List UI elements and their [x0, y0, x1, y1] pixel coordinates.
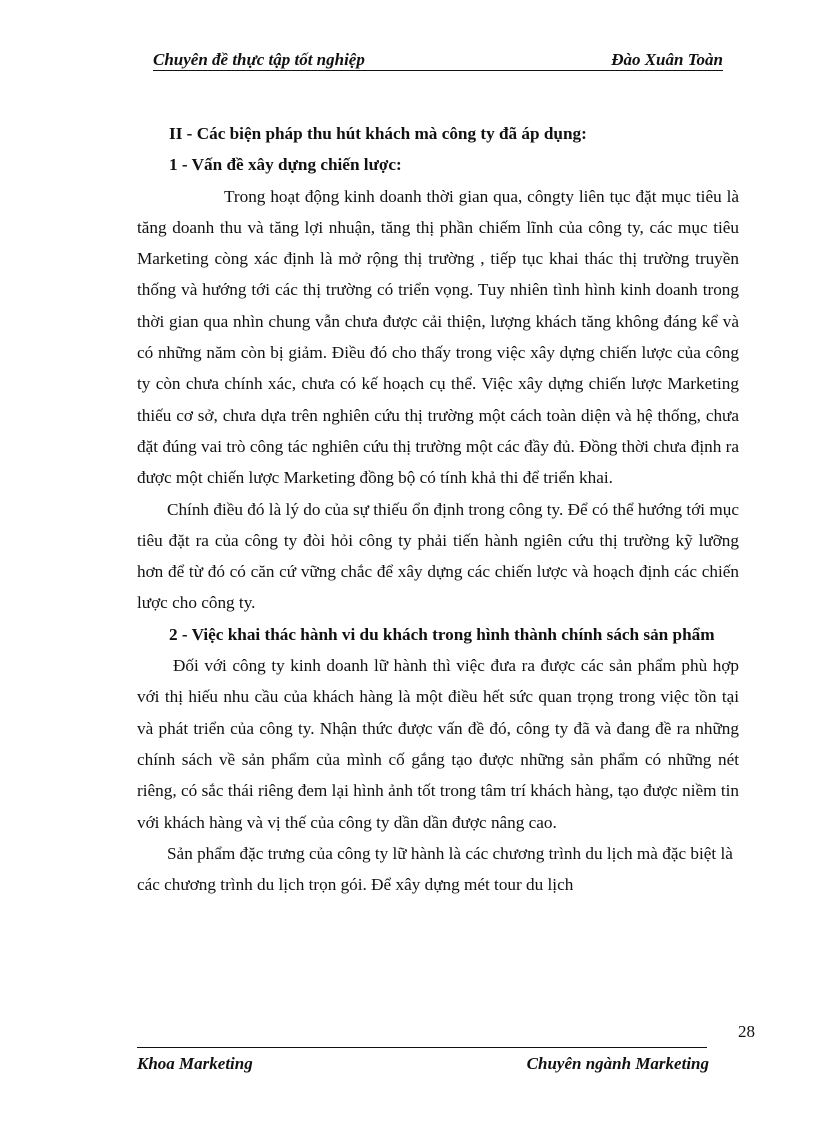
header-left-text: Chuyên đề thực tập tốt nghiệp: [153, 50, 365, 69]
footer-right-text: Chuyên ngành Marketing: [526, 1054, 709, 1073]
subsection-1-heading: 1 - Vấn đề xây dựng chiến lược:: [169, 155, 402, 175]
subsection-2-paragraph-2: Sản phẩm đặc trưng của công ty lữ hành là các chương trình du lịch mà đặc biệt là các chương trình du lịch trọn gói. Để xây dựng mét tour du lịch: [137, 843, 733, 895]
subsection-2-paragraph-1: Đối với công ty kinh doanh lữ hành thì việc đưa ra được các sản phẩm phù hợp với thị hiếu nhu cầu của khách hàng là một điều hết sức quan trọng trong việc tồn tại và phát triển của công ty. Nhận thức được vấn đề đó, công ty đã và đang đề ra những chính sách về sản phẩm của mình cố gắng tạo được những sản phẩm có những nét riêng, có sắc thái riêng đem lại hình ảnh tốt trong tâm trí khách hàng, tạo được niềm tin với khách hàng và vị thế của công ty dần dần được nâng cao.: [137, 656, 739, 832]
page-header: [153, 50, 723, 71]
header-right-text: Đào Xuân Toàn: [611, 50, 723, 69]
footer-left-text: Khoa Marketing: [137, 1054, 253, 1073]
subsection-1-paragraph-2: Chính điều đó là lý do của sự thiếu ổn định trong công ty. Để có thể hướng tới mục tiêu đặt ra của công ty đòi hỏi công ty phải tiến hành ngiên cứu thị trường kỹ lưỡng hơn để từ đó có căn cứ vững chắc để xây dựng các chiến lược và hoạch định các chiến lược cho công ty.: [137, 499, 739, 613]
section-heading: II - Các biện pháp thu hút khách mà công ty đã áp dụng:: [169, 124, 587, 143]
page-number: 28: [738, 1022, 755, 1041]
subsection-2-heading: 2 - Việc khai thác hành vi du khách trong hình thành chính sách sản phẩm: [169, 624, 715, 644]
footer-divider: [137, 1047, 707, 1048]
document-body: [137, 118, 739, 900]
subsection-1-paragraph-1: Trong hoạt động kinh doanh thời gian qua, côngty liên tục đặt mục tiêu là tăng doanh thu và tăng lợi nhuận, tăng thị phần chiếm lĩnh của công ty, các mục tiêu Marketing còng xác định là mở rộng thị trường , tiếp tục khai thác thị trường truyền thống và hướng tới các thị trường có triển vọng. Tuy nhiên tình hình kinh doanh trong thời gian qua nhìn chung vẫn chưa được cải thiện, lượng khách tăng không đáng kể và có những năm còn bị giảm. Điều đó cho thấy trong việc xây dựng chiến lược của công ty còn chưa chính xác, chưa có kế hoạch cụ thể. Việc xây dựng chiến lược Marketing thiếu cơ sở, chưa dựa trên nghiên cứu thị trường một cách toàn diện và hệ thống, chưa đặt đúng vai trò công tác nghiên cứu thị trường một các đầy đủ. Đồng thời chưa định ra được một chiến lược Marketing đồng bộ có tính khả thi để triển khai.: [137, 186, 739, 488]
